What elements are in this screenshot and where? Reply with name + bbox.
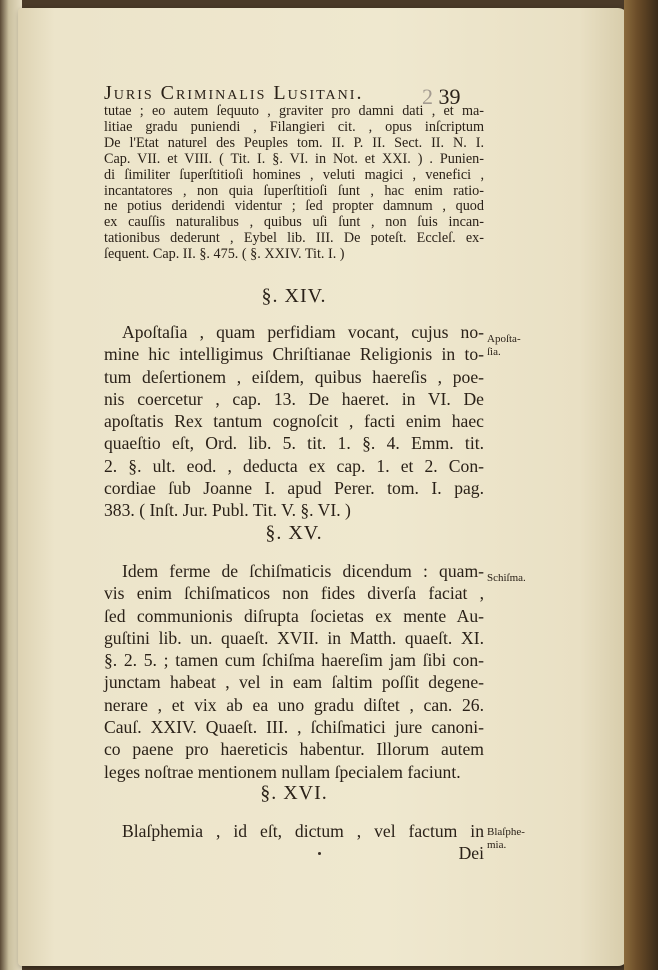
paragraph-line: guſtini lib. un. quaeſt. XVII. in Matth. quaeſt. XI.: [104, 627, 484, 648]
paragraph-line: ſed communionis diſrupta ſocietas ex mente Au-: [104, 605, 484, 626]
margin-note-blasphemia: [487, 826, 557, 852]
margin-note-line: Blaſphe-: [487, 826, 525, 838]
paragraph-line: cordiae ſub Joanne I. apud Perer. tom. I. pag.: [104, 478, 484, 499]
section-heading-xiv: §. XIV.: [261, 285, 327, 307]
intro-line: Cap. VII. et VIII. ( Tit. I. §. VI. in Not. et XXI. ) . Punien-: [104, 150, 484, 167]
paragraph-line: Cauſ. XXIV. Quaeſt. III. , ſchiſmatici jure canoni-: [104, 717, 484, 738]
margin-note-line: ſia.: [487, 346, 501, 358]
book-edge-right: [624, 0, 658, 970]
page-number-value: 39: [438, 84, 461, 109]
paragraph-line: §. 2. 5. ; tamen cum ſchiſma haereſim jam ſibi con-: [104, 650, 484, 671]
paragraph-line: mine hic intelligimus Chriſtianae Religionis in to-: [104, 344, 484, 365]
margin-note-schisma: [487, 572, 557, 585]
section-xvi-paragraph: [104, 820, 484, 865]
paragraph-line: quaeſtio eſt, Ord. lib. 5. tit. 1. §. 4. Emm. tit.: [104, 433, 484, 454]
intro-line: incantatores , non quia ſuperſtitioſi ſunt , hac enim ratio-: [104, 182, 484, 199]
pencil-mark: 2: [422, 84, 433, 109]
paragraph-line: co paene pro haereticis habentur. Illorum autem: [104, 739, 484, 760]
paragraph-line: nis coercetur , cap. 13. De haeret. in VI. De: [104, 388, 484, 409]
intro-paragraph: [104, 104, 484, 263]
intro-line: De l'Etat naturel des Peuples tom. II. P. II. Sect. II. N. I.: [104, 134, 484, 151]
margin-note-line: Apoſta-: [487, 333, 521, 345]
intro-line: ſequent. Cap. II. §. 475. ( §. XXIV. Tit. I. ): [104, 246, 345, 263]
paragraph-line: nerare , et vix ab ea uno gradu diſtet , can. 26.: [104, 694, 484, 715]
paragraph-line: 2. §. ult. eod. , deducta ex cap. 1. et 2. Con-: [104, 455, 484, 476]
paragraph-line: Idem ferme de ſchiſmaticis dicendum : quam-: [122, 561, 484, 581]
margin-note-line: Schiſma.: [487, 572, 526, 584]
paragraph-line: vis enim ſchiſmaticos non fides diverſa faciat ,: [104, 583, 484, 604]
intro-line: tutae ; eo autem ſequuto , graviter pro damni dati , et ma-: [104, 103, 484, 119]
paragraph-line: Blaſphemia , id eſt, dictum , vel factum in: [122, 821, 484, 841]
intro-line: ex cauſſis naturalibus , quibus uſi ſunt , non ſuis incan-: [104, 214, 484, 231]
section-xiv-paragraph: [104, 321, 484, 522]
paragraph-line: apoſtatis Rex tantum cognoſcit , facti enim haec: [104, 411, 484, 432]
intro-line: tationibus dederunt , Eybel lib. III. De poteſt. Eccleſ. ex-: [104, 230, 484, 247]
intro-line: litiae gradu puniendi , Filangieri cit. , opus inſcriptum: [104, 118, 484, 135]
intro-line: ne potius deridendi videntur ; ſed propter damnum , quod: [104, 198, 484, 215]
section-heading-xvi: §. XVI.: [260, 782, 328, 804]
paragraph-line: junctam habeat , vel in eam ſaltim poſſit degene-: [104, 672, 484, 693]
ink-dot: [318, 852, 321, 855]
margin-note-line: mia.: [487, 839, 507, 851]
margin-note-apostasia: [487, 333, 557, 359]
section-xv-paragraph: [104, 560, 484, 783]
catchword: Dei: [458, 843, 484, 864]
section-heading-xv: §. XV.: [265, 522, 323, 544]
intro-line: di ſimiliter ſuperſtitioſi homines , veluti magici , venefici ,: [104, 166, 484, 183]
running-title: Juris Criminalis Lusitani.: [104, 82, 364, 104]
paragraph-line: tum deſertionem , eiſdem, quibus haereſis , poe-: [104, 366, 484, 387]
paragraph-line: Apoſtaſia , quam perfidiam vocant, cujus no-: [122, 322, 484, 342]
paragraph-line: 383. ( Inſt. Jur. Publ. Tit. V. §. VI. ): [104, 500, 351, 521]
paragraph-line: leges noſtrae mentionem nullam ſpecialem faciunt.: [104, 761, 461, 782]
